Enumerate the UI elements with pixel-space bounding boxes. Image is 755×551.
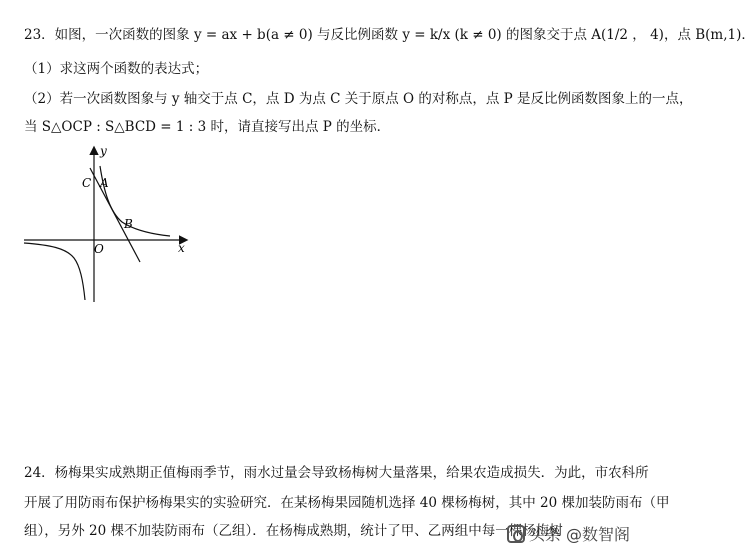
label-b: B <box>124 217 133 231</box>
q24-line3: 组），另外 20 棵不加装防雨布（乙组）．在杨梅成熟期，统计了甲、乙两组中每一棵杨梅树 <box>24 523 563 539</box>
watermark-text: 头条 @数智阁 <box>528 525 630 544</box>
label-c: C <box>82 176 92 190</box>
hyperbola-branch-2 <box>24 243 85 300</box>
label-y: y <box>100 144 107 158</box>
hyperbola-branch-1 <box>100 166 170 236</box>
function-graph <box>20 142 200 307</box>
q23-part2-cont: 当 S△OCP : S△BCD = 1 : 3 时，请直接写出点 P 的坐标． <box>24 119 391 135</box>
label-o: O <box>94 242 104 256</box>
label-a: A <box>100 176 109 190</box>
watermark-logo-icon <box>507 525 525 543</box>
q23-line1: 23．如图，一次函数的图象 y = ax + b(a ≠ 0) 与反比例函数 y = k/x (k ≠ 0) 的图象交于点 A(1/2 ， 4)，点 B(m,1)． <box>24 27 755 43</box>
watermark <box>507 522 630 545</box>
q24-line2: 开展了用防雨布保护杨梅果实的实验研究．在某杨梅果园随机选择 40 棵杨梅树，其中 20 棵加装防雨布（甲 <box>24 495 670 511</box>
q23-part1: （1）求这两个函数的表达式； <box>24 61 209 77</box>
q23-part2: （2）若一次函数图象与 y 轴交于点 C，点 D 为点 C 关于原点 O 的对称点，点 P 是反比例函数图象上的一点， <box>24 91 693 107</box>
q24-line1: 24．杨梅果实成熟期正值梅雨季节，雨水过量会导致杨梅树大量落果，给果农造成损失．为此，市农科所 <box>24 465 649 481</box>
label-x: x <box>178 241 185 255</box>
